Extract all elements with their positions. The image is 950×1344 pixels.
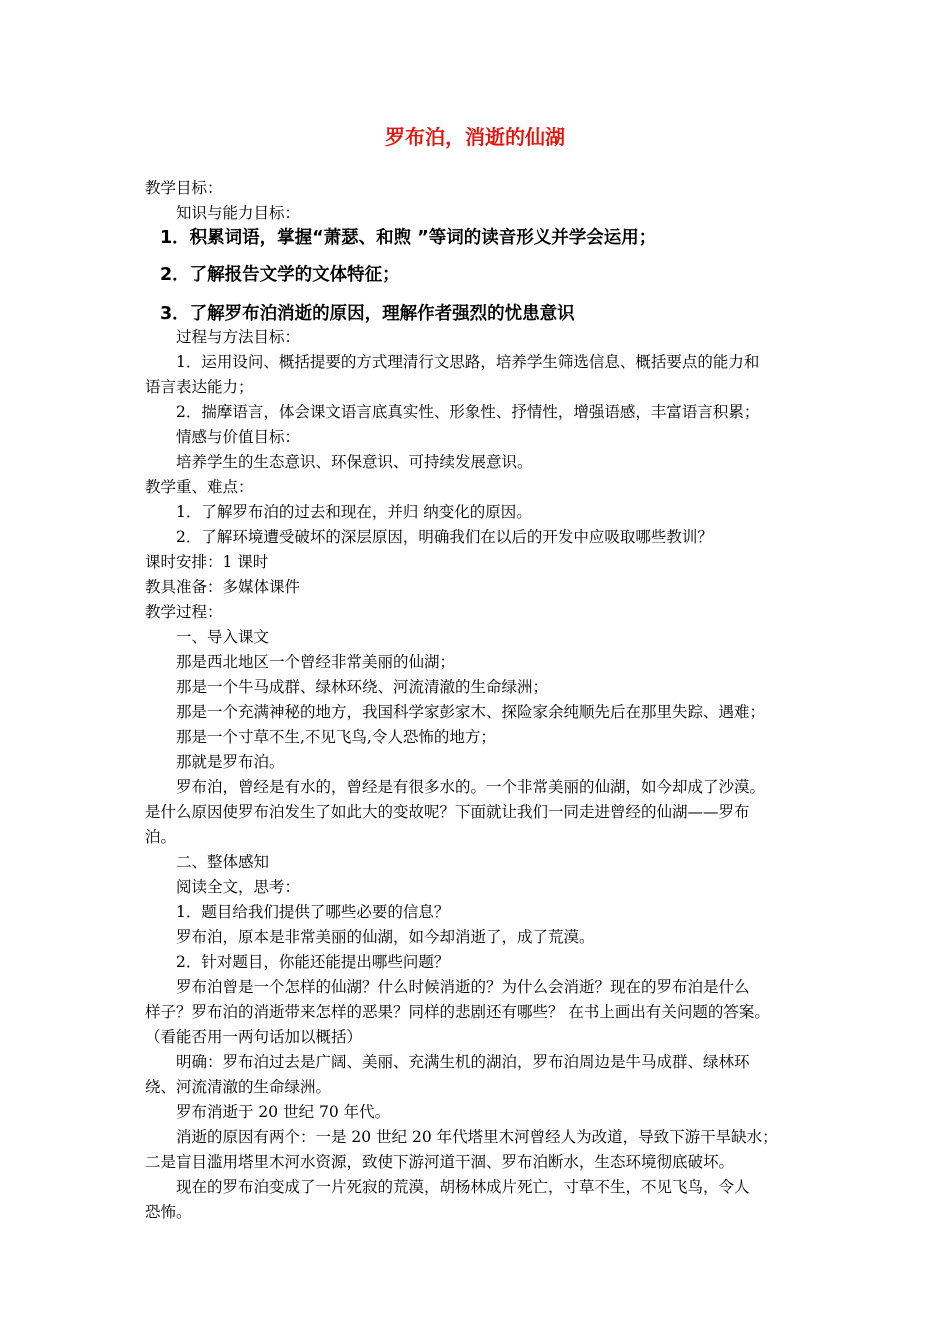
text-line: 教学过程：: [145, 603, 223, 621]
text-line: 情感与价值目标：: [176, 428, 301, 446]
text-line: 培养学生的生态意识、环保意识、可持续发展意识。: [176, 453, 533, 471]
text-line: 教具准备：多媒体课件: [145, 578, 301, 596]
text-line: 泊。: [145, 828, 177, 846]
text-line: 一、导入课文: [176, 628, 270, 646]
objective-line: 1．积累词语，掌握“萧瑟、和煦 ”等词的读音形义并学会运用；: [160, 228, 657, 248]
text-line: （看能否用一两句话加以概括）: [145, 1028, 363, 1046]
text-line: 二、整体感知: [176, 853, 270, 871]
text-line: 2．了解环境遭受破坏的深层原因，明确我们在以后的开发中应吸取哪些教训？: [176, 528, 713, 546]
text-line: 那是一个牛马成群、绿林环绕、河流清澈的生命绿洲；: [176, 678, 549, 696]
text-line: 绕、河流清澈的生命绿洲。: [145, 1078, 332, 1096]
text-line: 过程与方法目标：: [176, 328, 301, 346]
document-title: 罗布泊，消逝的仙湖: [385, 125, 565, 149]
text-line: 语言表达能力；: [145, 378, 254, 396]
text-line: 阅读全文，思考：: [176, 878, 301, 896]
text-line: 那是西北地区一个曾经非常美丽的仙湖；: [176, 653, 456, 671]
text-line: 2．揣摩语言，体会课文语言底真实性、形象性、抒情性，增强语感，丰富语言积累；: [176, 403, 760, 421]
text-line: 样子？罗布泊的消逝带来怎样的恶果？同样的悲剧还有哪些？ 在书上画出有关问题的答案。: [145, 1003, 770, 1021]
text-line: 是什么原因使罗布泊发生了如此大的变故呢？下面就让我们一同走进曾经的仙湖——罗布: [145, 803, 750, 821]
text-line: 2．针对题目，你能还能提出哪些问题？: [176, 953, 450, 971]
text-line: 课时安排：1 课时: [145, 553, 269, 571]
text-line: 1．题目给我们提供了哪些必要的信息？: [176, 903, 450, 921]
text-line: 罗布消逝于 20 世纪 70 年代。: [176, 1103, 391, 1121]
text-line: 消逝的原因有两个：一是 20 世纪 20 年代塔里木河曾经人为改道，导致下游干旱缺水；: [176, 1128, 778, 1146]
text-line: 罗布泊曾是一个怎样的仙湖？什么时候消逝的？为什么会消逝？现在的罗布泊是什么: [176, 978, 750, 996]
text-line: 恐怖。: [145, 1203, 192, 1221]
text-line: 知识与能力目标：: [176, 204, 301, 222]
text-line: 现在的罗布泊变成了一片死寂的荒漠，胡杨林成片死亡，寸草不生，不见飞鸟，令人: [176, 1178, 750, 1196]
text-line: 那就是罗布泊。: [176, 753, 285, 771]
text-line: 罗布泊，原本是非常美丽的仙湖，如今却消逝了，成了荒漠。: [176, 928, 595, 946]
text-line: 罗布泊，曾经是有水的，曾经是有很多水的。一个非常美丽的仙湖，如今却成了沙漠。: [176, 778, 766, 796]
text-line: 教学重、难点：: [145, 478, 254, 496]
text-line: 教学目标：: [145, 179, 223, 197]
text-line: 1．运用设问、概括提要的方式理清行文思路，培养学生筛选信息、概括要点的能力和: [176, 353, 760, 371]
text-line: 那是一个寸草不生,不见飞鸟,令人恐怖的地方；: [176, 728, 496, 746]
objective-line: 3．了解罗布泊消逝的原因，理解作者强烈的忧患意识: [160, 304, 575, 324]
text-line: 那是一个充满神秘的地方，我国科学家彭家木、探险家余纯顺先后在那里失踪、遇难；: [176, 703, 766, 721]
text-line: 1．了解罗布泊的过去和现在，并归 纳变化的原因。: [176, 503, 532, 521]
objective-line: 2．了解报告文学的文体特征；: [160, 265, 400, 285]
text-line: 明确：罗布泊过去是广阔、美丽、充满生机的湖泊，罗布泊周边是牛马成群、绿林环: [176, 1053, 750, 1071]
text-line: 二是盲目滥用塔里木河水资源，致使下游河道干涸、罗布泊断水，生态环境彻底破坏。: [145, 1153, 735, 1171]
